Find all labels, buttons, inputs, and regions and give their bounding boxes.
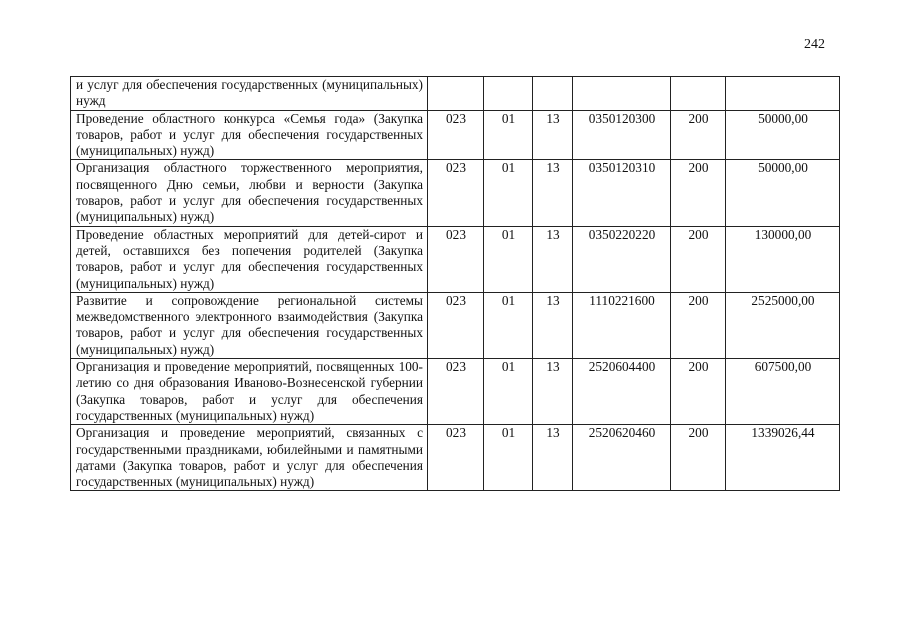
- row-pr: 13: [533, 425, 573, 491]
- row-name: Организация и проведение мероприятий, связанных с государственными праздниками, юбилейными и памятными датами (Закупка товаров, работ и услуг для обеспечения государственных (муниципальных) нужд): [71, 425, 428, 491]
- row-pr: 13: [533, 110, 573, 160]
- row-vr: 200: [671, 292, 726, 358]
- page-number: 242: [804, 37, 825, 52]
- row-rz: 01: [484, 226, 533, 292]
- row-name: и услуг для обеспечения государственных (муниципальных) нужд: [71, 77, 428, 111]
- row-csr: 2520604400: [573, 359, 671, 425]
- row-csr: 2520620460: [573, 425, 671, 491]
- table-row: [71, 425, 840, 491]
- row-ved: [428, 77, 484, 111]
- row-vr: 200: [671, 160, 726, 226]
- row-pr: 13: [533, 160, 573, 226]
- row-rz: 01: [484, 110, 533, 160]
- table-row: [71, 359, 840, 425]
- row-sum: 130000,00: [726, 226, 840, 292]
- row-csr: [573, 77, 671, 111]
- row-pr: 13: [533, 292, 573, 358]
- row-vr: 200: [671, 110, 726, 160]
- row-pr: 13: [533, 226, 573, 292]
- row-name: Развитие и сопровождение региональной системы межведомственного электронного взаимодействия (Закупка товаров, работ и услуг для обеспечения государственных (муниципальных) нужд): [71, 292, 428, 358]
- row-csr: 1110221600: [573, 292, 671, 358]
- row-name: Организация областного торжественного мероприятия, посвященного Дню семьи, любви и верности (Закупка товаров, работ и услуг для обеспечения государственных (муниципальных) нужд): [71, 160, 428, 226]
- table-row: [71, 226, 840, 292]
- row-sum: 607500,00: [726, 359, 840, 425]
- table-row: [71, 110, 840, 160]
- row-ved: 023: [428, 359, 484, 425]
- budget-table: [70, 76, 840, 491]
- row-rz: 01: [484, 292, 533, 358]
- row-csr: 0350120310: [573, 160, 671, 226]
- row-name: Организация и проведение мероприятий, посвященных 100-летию со дня образования Иваново-Вознесенской губернии (Закупка товаров, работ и услуг для обеспечения государственных (муниципальных) нужд): [71, 359, 428, 425]
- row-ved: 023: [428, 425, 484, 491]
- row-ved: 023: [428, 160, 484, 226]
- row-name: Проведение областного конкурса «Семья года» (Закупка товаров, работ и услуг для обеспечения государственных (муниципальных) нужд): [71, 110, 428, 160]
- table-row: [71, 77, 840, 111]
- row-rz: [484, 77, 533, 111]
- row-name: Проведение областных мероприятий для детей-сирот и детей, оставшихся без попечения родителей (Закупка товаров, работ и услуг для обеспечения государственных (муниципальных) нужд): [71, 226, 428, 292]
- row-rz: 01: [484, 425, 533, 491]
- row-sum: 50000,00: [726, 160, 840, 226]
- row-vr: 200: [671, 359, 726, 425]
- row-sum: [726, 77, 840, 111]
- row-pr: [533, 77, 573, 111]
- row-vr: 200: [671, 425, 726, 491]
- row-ved: 023: [428, 226, 484, 292]
- row-rz: 01: [484, 160, 533, 226]
- row-vr: [671, 77, 726, 111]
- row-ved: 023: [428, 110, 484, 160]
- row-sum: 2525000,00: [726, 292, 840, 358]
- row-csr: 0350220220: [573, 226, 671, 292]
- row-vr: 200: [671, 226, 726, 292]
- row-rz: 01: [484, 359, 533, 425]
- table-row: [71, 160, 840, 226]
- table-row: [71, 292, 840, 358]
- row-pr: 13: [533, 359, 573, 425]
- row-sum: 50000,00: [726, 110, 840, 160]
- row-csr: 0350120300: [573, 110, 671, 160]
- row-sum: 1339026,44: [726, 425, 840, 491]
- row-ved: 023: [428, 292, 484, 358]
